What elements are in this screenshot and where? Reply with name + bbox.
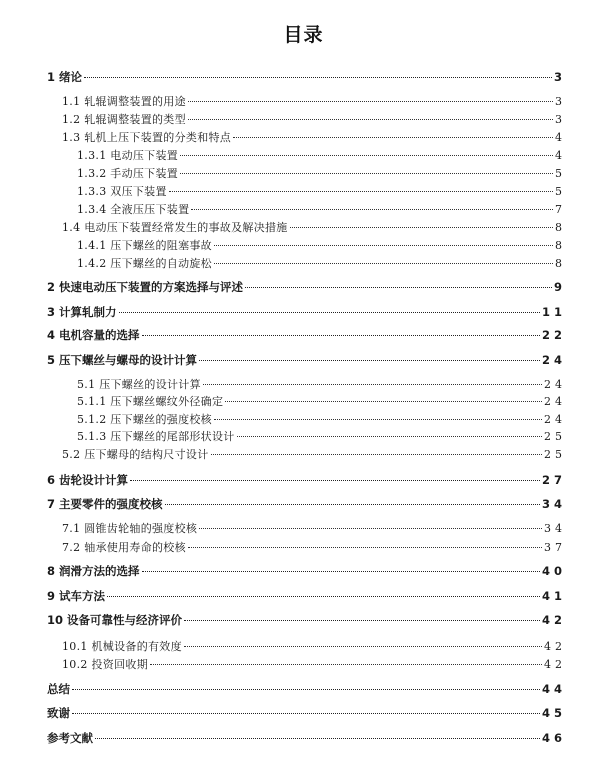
dot-leader [107, 596, 540, 597]
toc-entry-page-number: 24 [544, 378, 566, 391]
toc-entry-page-number: 3 [555, 113, 566, 126]
toc-entry-label: 7.2 轴承使用寿命的校核 [62, 541, 186, 554]
toc-entry-label: 1.2 轧辊调整装置的类型 [62, 113, 186, 126]
toc-entry[interactable] [62, 219, 566, 237]
toc-entry[interactable] [62, 111, 566, 129]
toc-entry[interactable] [62, 539, 566, 557]
toc-entry-page-number: 37 [544, 541, 566, 554]
toc-entry-page-number: 25 [544, 430, 566, 443]
toc-entry[interactable] [62, 520, 566, 538]
toc-entry-label: 5.1 压下螺丝的设计计算 [77, 378, 201, 391]
dot-leader [199, 360, 540, 361]
toc-entry[interactable] [47, 304, 566, 322]
toc-entry-page-number: 4 [555, 131, 566, 144]
toc-entry-label: 10.2 投资回收期 [62, 658, 148, 671]
toc-entry-label: 5 压下螺丝与螺母的设计计算 [47, 353, 198, 367]
toc-entry-label: 1.3.2 手动压下装置 [77, 167, 179, 180]
toc-entry[interactable] [47, 588, 566, 606]
dot-leader [188, 101, 553, 102]
toc-entry-label: 2 快速电动压下装置的方案选择与评述 [47, 280, 244, 294]
toc-entry[interactable] [62, 656, 566, 674]
dot-leader [214, 419, 542, 420]
dot-leader [169, 191, 553, 192]
toc-entry-page-number: 46 [541, 731, 566, 745]
toc-entry[interactable] [47, 612, 566, 630]
dot-leader [203, 384, 542, 385]
toc-entry-page-number: 45 [541, 706, 566, 720]
dot-leader [211, 454, 543, 455]
toc-entry-label: 1.4.2 压下螺丝的自动旋松 [77, 257, 212, 270]
toc-entry[interactable] [47, 327, 566, 345]
toc-entry[interactable] [62, 93, 566, 111]
toc-entry-label: 致谢 [47, 706, 70, 720]
toc-entry-page-number: 42 [544, 640, 566, 653]
toc-entry[interactable] [77, 165, 566, 183]
toc-entry[interactable] [47, 69, 566, 87]
toc-entry[interactable] [77, 393, 566, 411]
toc-entry-label: 5.1.3 压下螺丝的尾部形状设计 [77, 430, 235, 443]
toc-entry-page-number: 4 [555, 149, 566, 162]
toc-entry-page-number: 5 [555, 185, 566, 198]
page-title: 目录 [283, 24, 324, 46]
toc-entry[interactable] [47, 705, 566, 723]
dot-leader [72, 689, 540, 690]
toc-entry-label: 1.3.3 双压下装置 [77, 185, 167, 198]
toc-entry-page-number: 27 [541, 473, 566, 487]
toc-entry[interactable] [77, 237, 566, 255]
dot-leader [84, 77, 552, 78]
toc-entry[interactable] [77, 255, 566, 273]
toc-entry-page-number: 5 [555, 167, 566, 180]
dot-leader [165, 504, 540, 505]
toc-entry[interactable] [77, 147, 566, 165]
dot-leader [180, 155, 553, 156]
toc-entry-label: 5.2 压下螺母的结构尺寸设计 [62, 448, 209, 461]
dot-leader [142, 571, 540, 572]
toc-entry[interactable] [62, 446, 566, 464]
toc-entry-label: 6 齿轮设计计算 [47, 473, 129, 487]
toc-entry-page-number: 41 [541, 589, 566, 603]
dot-leader [119, 312, 540, 313]
toc-entry-label: 10 设备可靠性与经济评价 [47, 613, 183, 627]
toc-entry-page-number: 3 [555, 95, 566, 108]
toc-entry-label: 10.1 机械设备的有效度 [62, 640, 182, 653]
dot-leader [142, 335, 540, 336]
toc-entry-label: 9 试车方法 [47, 589, 106, 603]
toc-entry-label: 1.3.1 电动压下装置 [77, 149, 179, 162]
toc-entry-page-number: 8 [555, 239, 566, 252]
dot-leader [95, 738, 540, 739]
dot-leader [150, 664, 542, 665]
toc-entry-label: 1.4 电动压下装置经常发生的事故及解决措施 [62, 221, 288, 234]
toc-entry[interactable] [62, 129, 566, 147]
toc-entry[interactable] [77, 411, 566, 429]
toc-entry[interactable] [77, 428, 566, 446]
toc-entry-label: 4 电机容量的选择 [47, 328, 140, 342]
toc-entry-label: 1.3 轧机上压下装置的分类和特点 [62, 131, 232, 144]
toc-entry-label: 5.1.2 压下螺丝的强度校核 [77, 413, 212, 426]
toc-entry-page-number: 24 [544, 413, 566, 426]
dot-leader [245, 287, 552, 288]
toc-entry[interactable] [47, 681, 566, 699]
dot-leader [130, 480, 540, 481]
toc-entry-page-number: 42 [544, 658, 566, 671]
dot-leader [191, 209, 553, 210]
toc-entry-page-number: 22 [541, 328, 566, 342]
dot-leader [233, 137, 553, 138]
toc-entry[interactable] [77, 183, 566, 201]
toc-entry[interactable] [47, 472, 566, 490]
toc-entry-page-number: 8 [555, 257, 566, 270]
toc-entry-label: 1.1 轧辊调整装置的用途 [62, 95, 186, 108]
toc-entry[interactable] [47, 496, 566, 514]
dot-leader [214, 263, 553, 264]
toc-entry-page-number: 7 [555, 203, 566, 216]
toc-entry-label: 8 润滑方法的选择 [47, 564, 140, 578]
dot-leader [199, 528, 542, 529]
toc-entry[interactable] [47, 563, 566, 581]
toc-entry[interactable] [62, 638, 566, 656]
toc-entry[interactable] [47, 352, 566, 370]
toc-entry[interactable] [47, 279, 566, 297]
toc-entry-label: 5.1.1 压下螺丝螺纹外径确定 [77, 395, 224, 408]
dot-leader [184, 620, 540, 621]
toc-entry-page-number: 11 [541, 305, 566, 319]
toc-entry-page-number: 40 [541, 564, 566, 578]
dot-leader [188, 119, 553, 120]
toc-entry-page-number: 34 [541, 497, 566, 511]
toc-entry-label: 参考文献 [47, 731, 93, 745]
toc-entry-page-number: 44 [541, 682, 566, 696]
toc-entry-page-number: 24 [544, 395, 566, 408]
toc-entry-label: 1.4.1 压下螺丝的阻塞事故 [77, 239, 212, 252]
dot-leader [184, 646, 542, 647]
dot-leader [225, 401, 542, 402]
toc-entry-label: 7 主要零件的强度校核 [47, 497, 163, 511]
toc-entry-page-number: 42 [541, 613, 566, 627]
dot-leader [237, 436, 542, 437]
toc-entry[interactable] [77, 376, 566, 394]
toc-entry-page-number: 8 [555, 221, 566, 234]
toc-entry-label: 1 绪论 [47, 70, 83, 84]
toc-entry-label: 1.3.4 全液压压下装置 [77, 203, 190, 216]
toc-entry-page-number: 24 [541, 353, 566, 367]
toc-entry-page-number: 9 [553, 280, 566, 294]
toc-entry-page-number: 25 [544, 448, 566, 461]
dot-leader [290, 227, 553, 228]
toc-entry-page-number: 34 [544, 522, 566, 535]
dot-leader [72, 713, 540, 714]
toc-entry-label: 3 计算轧制力 [47, 305, 117, 319]
toc-entry-page-number: 3 [553, 70, 566, 84]
dot-leader [180, 173, 553, 174]
dot-leader [188, 547, 542, 548]
toc-entry-label: 总结 [47, 682, 70, 696]
dot-leader [214, 245, 553, 246]
toc-entry[interactable] [77, 201, 566, 219]
toc-entry[interactable] [47, 730, 566, 748]
toc-entry-label: 7.1 圆锥齿轮轴的强度校核 [62, 522, 198, 535]
